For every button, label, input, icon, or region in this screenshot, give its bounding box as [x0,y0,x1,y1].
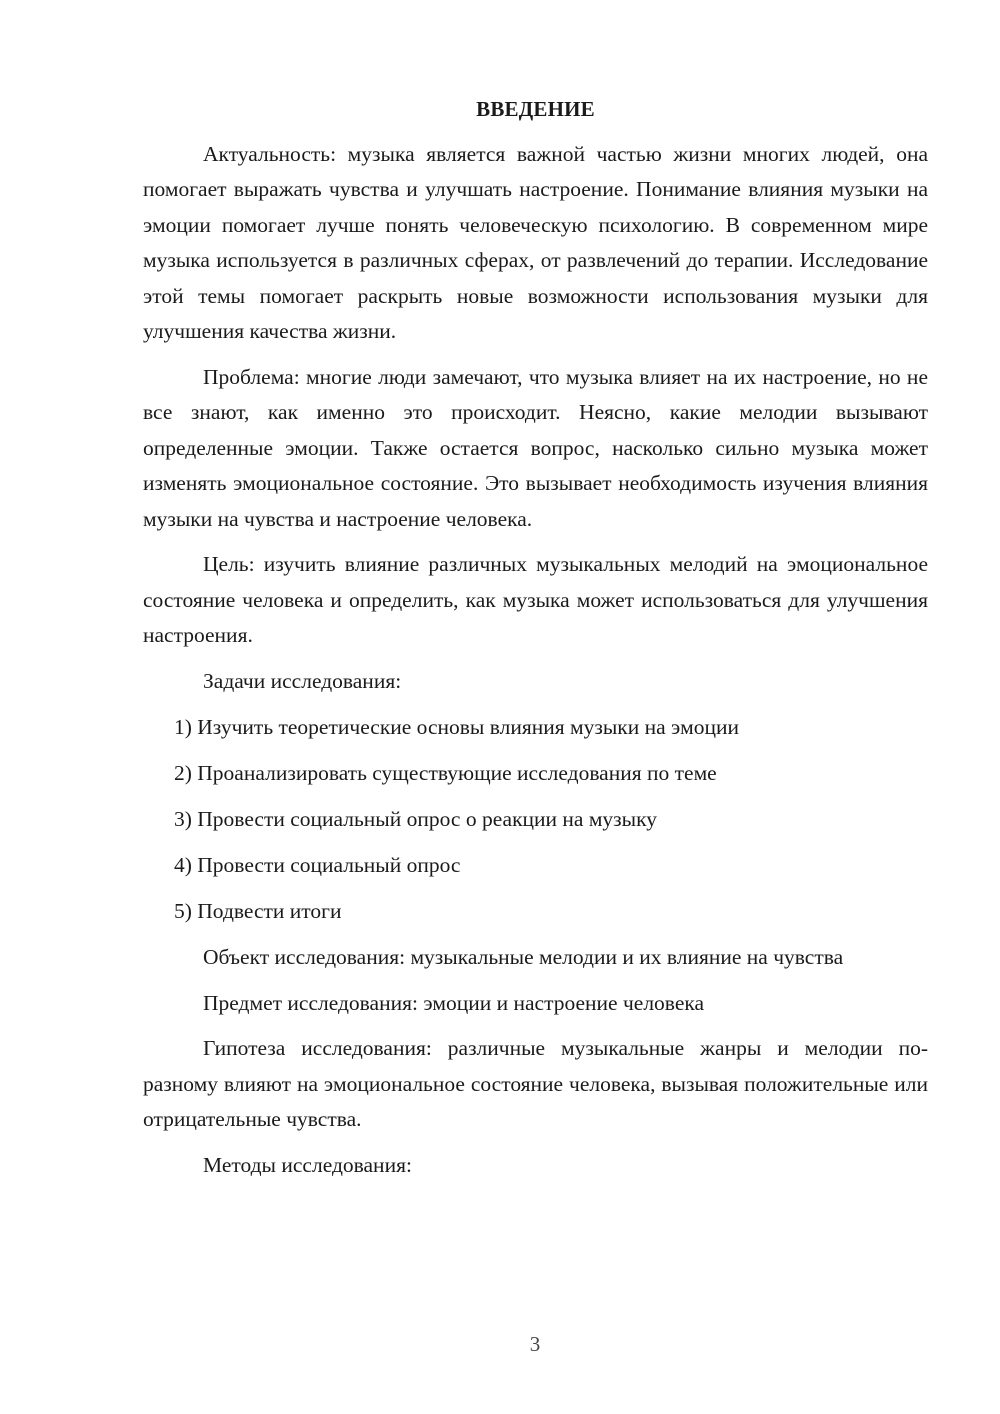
document-page [143,92,928,1194]
page-number: 3 [529,1332,541,1356]
section-title: ВВЕДЕНИЕ [476,97,595,121]
list-item: 4) Провести социальный опрос [174,852,461,877]
goal-paragraph: Цель: изучить влияние различных музыкальных мелодий на эмоциональное состояние человека и определить, как музыка может использоваться для улучшения настроения. [143,552,928,648]
tasks-list [143,710,928,929]
list-item: 5) Подвести итоги [174,898,342,923]
tasks-heading: Задачи исследования: [203,669,402,694]
subject-paragraph: Предмет исследования: эмоции и настроение человека [203,990,705,1015]
list-item: 3) Провести социальный опрос о реакции на музыку [174,806,658,831]
methods-heading: Методы исследования: [203,1153,412,1178]
relevance-paragraph: Актуальность: музыка является важной частью жизни многих людей, она помогает выражать чувства и улучшать настроение. Понимание влияния музыки на эмоции помогает лучше понять человеческую психологию. В современном мире музыка используется в различных сферах, от развлечений до терапии. Исследование этой темы помогает раскрыть новые возможности использования музыки для улучшения качества жизни. [143,142,928,344]
list-item: 1) Изучить теоретические основы влияния музыки на эмоции [174,715,739,740]
problem-paragraph: Проблема: многие люди замечают, что музыка влияет на их настроение, но не все знают, как именно это происходит. Неясно, какие мелодии вызывают определенные эмоции. Также остается вопрос, насколько сильно музыка может изменять эмоциональное состояние. Это вызывает необходимость изучения влияния музыки на чувства и настроение человека. [143,364,928,531]
object-paragraph: Объект исследования: музыкальные мелодии и их влияние на чувства [203,944,844,969]
list-item: 2) Проанализировать существующие исследования по теме [174,761,717,785]
hypothesis-paragraph: Гипотеза исследования: различные музыкальные жанры и мелодии по-разному влияют на эмоциональное состояние человека, вызывая положительные или отрицательные чувства. [143,1036,928,1132]
